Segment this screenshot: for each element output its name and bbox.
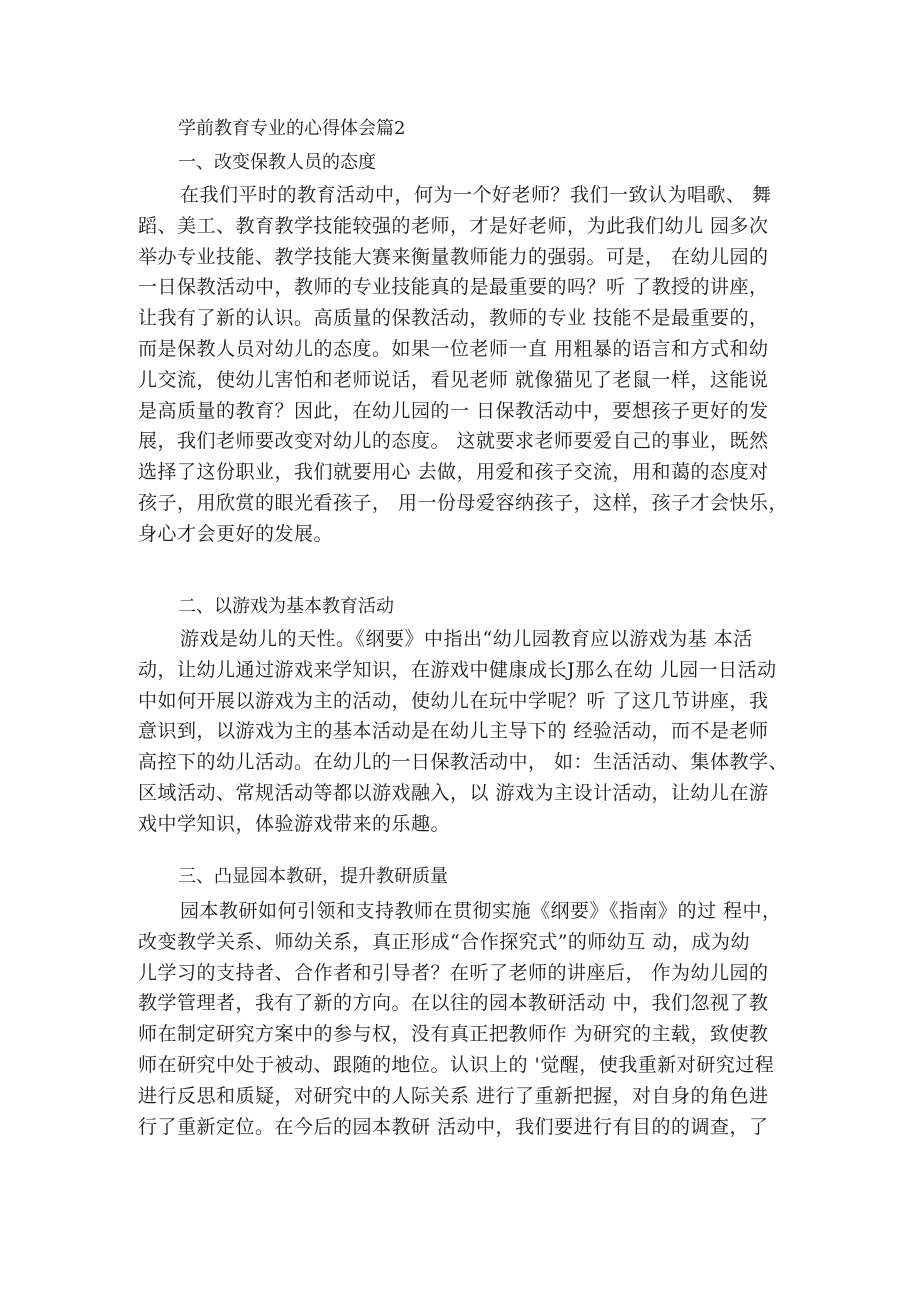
paragraph-line: 师在制定研究方案中的参与权，没有真正把教师作 为研究的主载，致使教	[138, 1023, 769, 1046]
paragraph-line: 而是保教人员对幼儿的态度。如果一位老师一直 用粗暴的语言和方式和幼	[138, 337, 769, 360]
paragraph-line: 是高质量的教育？因此，在幼儿园的一 日保教活动中，要想孩子更好的发	[138, 399, 769, 422]
document-title: 学前教育专业的心得体会篇2	[178, 118, 406, 139]
paragraph-line: 改变教学关系、师幼关系，真正形成“合作探究式”的师幼互 动，成为幼	[138, 930, 750, 953]
paragraph-line: 一日保教活动中，教师的专业技能真的是最重要的吗？听 了教授的讲座，	[138, 276, 769, 299]
section-paragraph-1	[138, 180, 798, 550]
paragraph-line: 高控下的幼儿活动。在幼儿的一日保教活动中， 如：生活活动、集体教学、	[138, 751, 789, 774]
paragraph-line: 游戏是幼儿的天性。《纲要》中指出“幼儿园教育应以游戏为基 本活	[180, 628, 753, 650]
paragraph-line: 举办专业技能、教学技能大赛来衡量教师能力的强弱。可是， 在幼儿园的	[138, 245, 769, 268]
paragraph-line: 让我有了新的认识。高质量的保教活动，教师的专业 技能不是最重要的，	[138, 307, 769, 330]
paragraph-line: 动，让幼儿通过游戏来学知识，在游戏中健康成长J那么在幼 儿园一日活动	[138, 658, 777, 681]
paragraph-line: 中如何开展以游戏为主的活动，使幼儿在玩中学呢？听 了这几节讲座，我	[138, 689, 769, 712]
paragraph-line: 进行反思和质疑，对研究中的人际关系 进行了重新把握，对自身的角色进	[138, 1084, 769, 1107]
paragraph-line: 园本教研如何引领和支持教师在贯彻实施《纲要》《指南》的过 程中，	[180, 900, 782, 922]
section-paragraph-2	[138, 624, 798, 840]
paragraph-line: 教学管理者，我有了新的方向。在以往的园本教研活动 中，我们忽视了教	[138, 992, 769, 1015]
section-heading-3: 三、凸显园本教研，提升教研质量	[178, 866, 448, 887]
paragraph-line: 行了重新定位。在今后的园本教研 活动中，我们要进行有目的的调查，了	[138, 1115, 769, 1138]
paragraph-line: 师在研究中处于被动、跟随的地位。认识上的 '觉醒，使我重新对研究过程	[138, 1053, 775, 1076]
paragraph-line: 选择了这份职业，我们就要用心 去做，用爱和孩子交流，用和蔼的态度对	[138, 461, 769, 484]
paragraph-line: 身心才会更好的发展。	[138, 522, 334, 545]
paragraph-line: 区域活动、常规活动等都以游戏融入，以 游戏为主设计活动，让幼儿在游	[138, 781, 769, 804]
paragraph-line: 儿学习的支持者、合作者和引导者？在听了老师的讲座后， 作为幼儿园的	[138, 961, 769, 984]
paragraph-line: 孩子，用欣赏的眼光看孩子， 用一份母爱容纳孩子，这样，孩子才会快乐，	[138, 491, 789, 514]
paragraph-line: 意识到，以游戏为主的基本活动是在幼儿主导下的 经验活动，而不是老师	[138, 720, 769, 743]
paragraph-line: 儿交流，使幼儿害怕和老师说话，看见老师 就像猫见了老鼠一样，这能说	[138, 368, 769, 391]
paragraph-line: 展，我们老师要改变对幼儿的态度。 这就要求老师要爱自己的事业，既然	[138, 430, 769, 453]
paragraph-line: 蹈、美工、教育教学技能较强的老师，才是好老师，为此我们幼儿 园多次	[138, 214, 769, 237]
paragraph-line: 戏中学知识，体验游戏带来的乐趣。	[138, 812, 451, 835]
section-paragraph-3	[138, 896, 798, 1142]
section-heading-2: 二、以游戏为基本教育活动	[178, 596, 394, 617]
section-heading-1: 一、改变保教人员的态度	[178, 152, 376, 173]
paragraph-line: 在我们平时的教育活动中，何为一个好老师？我们一致认为唱歌、 舞	[180, 184, 772, 206]
